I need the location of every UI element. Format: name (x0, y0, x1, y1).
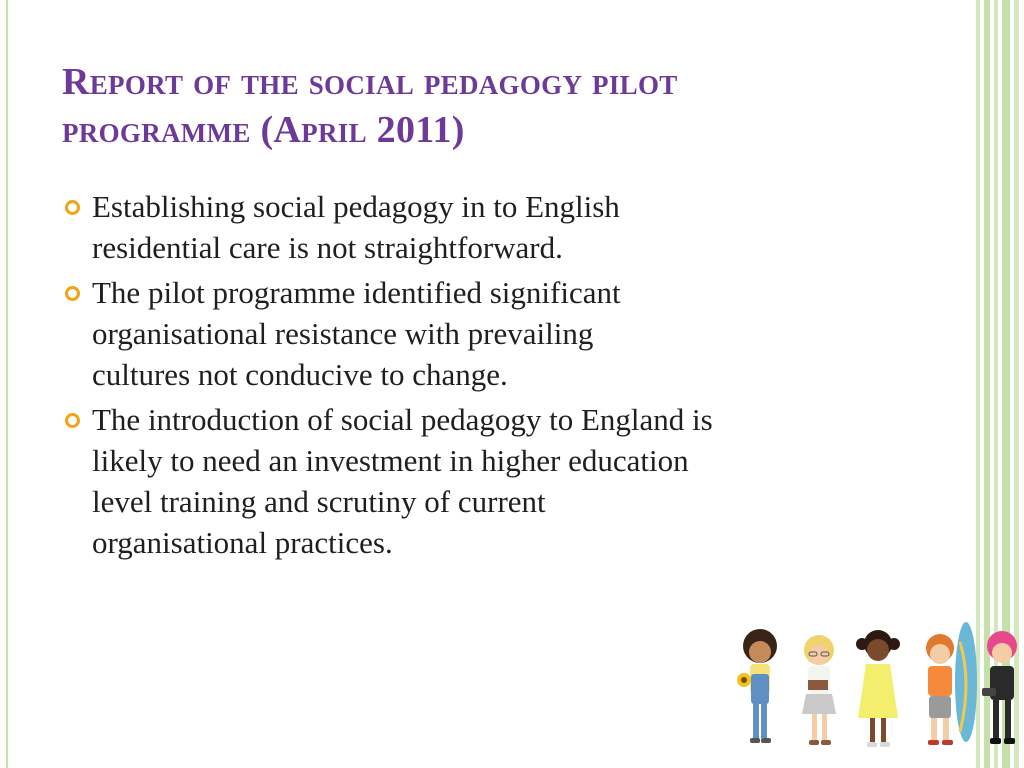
circle-bullet-icon (65, 200, 80, 215)
slide-title (62, 58, 942, 154)
children-cartoon-illustration (728, 622, 1024, 768)
left-border-line (6, 0, 8, 768)
child-figure (737, 629, 777, 743)
child-figure (802, 635, 836, 745)
circle-bullet-icon (65, 413, 80, 428)
bullet-text-line: The introduction of social pedagogy to England is (92, 402, 713, 437)
bullet-list (62, 186, 912, 567)
bullet-text-line: cultures not conducive to change. (92, 357, 508, 392)
bullet-text-line: organisational practices. (92, 525, 393, 560)
bullet-item (62, 399, 912, 563)
circle-bullet-icon (65, 286, 80, 301)
child-figure (982, 631, 1017, 744)
title-line-2: programme (April 2011) (62, 109, 465, 151)
child-figure (856, 630, 900, 747)
bullet-text-line: The pilot programme identified significant (92, 275, 621, 310)
bullet-text-line: organisational resistance with prevailing (92, 316, 594, 351)
bullet-item (62, 272, 912, 395)
bullet-text-line: residential care is not straightforward. (92, 230, 563, 265)
bullet-text-line: Establishing social pedagogy in to English (92, 189, 620, 224)
bullet-text-line: level training and scrutiny of current (92, 484, 546, 519)
child-figure (926, 622, 977, 745)
title-line-1: Report of the social pedagogy pilot (62, 61, 678, 103)
bullet-item (62, 186, 912, 268)
bullet-text-line: likely to need an investment in higher education (92, 443, 689, 478)
